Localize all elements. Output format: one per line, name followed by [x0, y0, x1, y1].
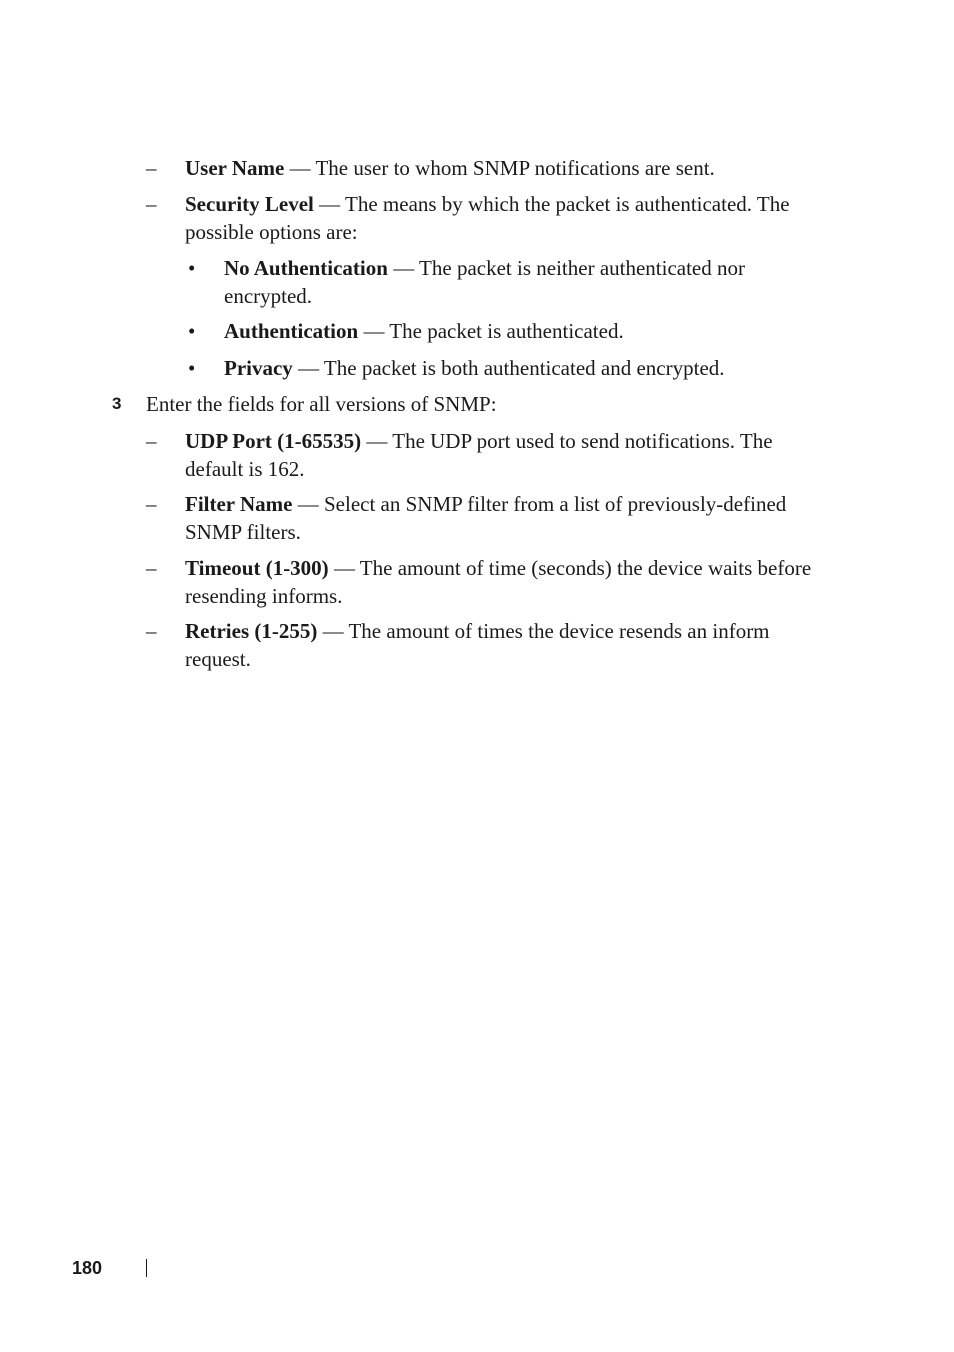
- privacy-item: [224, 354, 824, 382]
- term-description: — The UDP port used to send notifications. The default is 162.: [185, 429, 773, 481]
- timeout-item: [185, 554, 815, 610]
- dash-marker: –: [146, 619, 157, 643]
- term-description: — The user to whom SNMP notifications are sent.: [284, 156, 715, 180]
- term-label: Privacy: [224, 356, 293, 380]
- step-number: 3: [112, 394, 122, 413]
- term-description: — The packet is authenticated.: [358, 319, 624, 343]
- dash-marker: –: [146, 156, 157, 180]
- authentication-item: [224, 317, 824, 345]
- term-description: — The means by which the packet is authenticated. The possible options are:: [185, 192, 790, 244]
- user-name-item: [185, 154, 825, 182]
- term-description: — Select an SNMP filter from a list of previously-defined SNMP filters.: [185, 492, 787, 544]
- footer-divider: [146, 1259, 147, 1277]
- term-label: Retries (1-255): [185, 619, 318, 643]
- step-3-text: Enter the fields for all versions of SNMP:: [146, 392, 497, 416]
- term-label: UDP Port (1-65535): [185, 429, 362, 453]
- bullet-marker: •: [188, 256, 196, 280]
- udp-port-item: [185, 427, 830, 483]
- page-number: 180: [72, 1258, 103, 1278]
- term-label: No Authentication: [224, 256, 388, 280]
- security-level-item: [185, 190, 815, 246]
- term-description: — The amount of time (seconds) the device waits before resending informs.: [185, 556, 812, 608]
- term-label: Filter Name: [185, 492, 293, 516]
- term-description: — The packet is neither authenticated nor encrypted.: [224, 256, 745, 308]
- no-authentication-item: [224, 254, 814, 310]
- term-description: — The amount of times the device resends an inform request.: [185, 619, 770, 671]
- term-description: — The packet is both authenticated and encrypted.: [292, 356, 725, 380]
- term-label: Authentication: [224, 319, 359, 343]
- term-label: Timeout (1-300): [185, 556, 329, 580]
- dash-marker: –: [146, 492, 157, 516]
- dash-marker: –: [146, 192, 157, 216]
- bullet-marker: •: [188, 356, 196, 380]
- bullet-marker: •: [188, 319, 196, 343]
- term-label: Security Level: [185, 192, 314, 216]
- dash-marker: –: [146, 556, 157, 580]
- dash-marker: –: [146, 429, 157, 453]
- filter-name-item: [185, 490, 830, 546]
- term-label: User Name: [185, 156, 285, 180]
- retries-item: [185, 617, 825, 673]
